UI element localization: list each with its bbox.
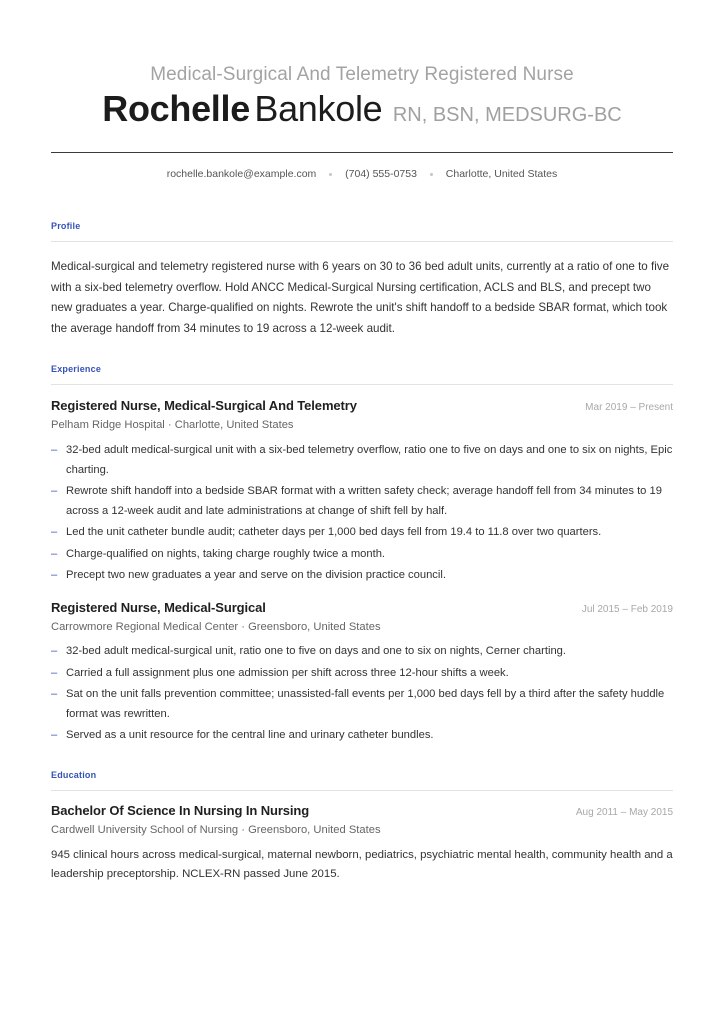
job-employer: Carrowmore Regional Medical Center · Greensboro, United States bbox=[51, 621, 381, 633]
dash-bullet-icon: – bbox=[51, 645, 58, 657]
list-item: – Charge-qualified on nights, taking charge roughly twice a month. bbox=[51, 545, 675, 565]
education-dates: Aug 2011 – May 2015 bbox=[575, 807, 673, 818]
dash-bullet-icon: – bbox=[51, 729, 58, 741]
list-item: – Sat on the unit falls prevention committee; unassisted-fall events per 1,000 bed days fell by a third after the safety huddle format was rewritten. bbox=[51, 685, 675, 724]
section-divider bbox=[51, 790, 673, 791]
candidate-name bbox=[0, 88, 724, 130]
education-details: 945 clinical hours across medical-surgical, maternal newborn, pediatrics, psychiatric mental health, community health and a leadership preceptorship. NCLEX-RN passed June 2015. bbox=[51, 849, 673, 880]
contact-line bbox=[0, 168, 724, 180]
list-item: – Led the unit catheter bundle audit; catheter days per 1,000 bed days fell from 19.4 to 11.8 over two quarters. bbox=[51, 523, 675, 543]
section-title-profile: Profile bbox=[51, 221, 81, 231]
dash-bullet-icon: – bbox=[51, 547, 58, 560]
list-item: – Precept two new graduates a year and serve on the division practice council. bbox=[51, 566, 675, 586]
job-bullet-list bbox=[51, 642, 675, 748]
last-name: Bankole bbox=[254, 88, 383, 129]
job-title: Registered Nurse, Medical-Surgical bbox=[51, 600, 266, 615]
section-divider bbox=[51, 241, 673, 242]
dash-bullet-icon: – bbox=[51, 526, 58, 538]
dash-bullet-icon: – bbox=[51, 688, 58, 700]
contact-location: Charlotte, United States bbox=[445, 168, 558, 180]
job-dates: Mar 2019 – Present bbox=[585, 402, 673, 413]
job-employer: Pelham Ridge Hospital · Charlotte, United States bbox=[51, 419, 294, 431]
contact-phone[interactable]: (704) 555-0753 bbox=[345, 168, 417, 180]
section-title-education: Education bbox=[51, 770, 97, 780]
job-headline: Medical-Surgical And Telemetry Registered Nurse bbox=[150, 64, 574, 85]
list-item: – 32-bed adult medical-surgical unit, ratio one to five on days and one to six on nights, Cerner charting. bbox=[51, 642, 675, 662]
contact-separator bbox=[329, 173, 332, 176]
list-item: – 32-bed adult medical-surgical unit with a six-bed telemetry overflow, ratio one to five on days and one to six on nights, Epic charting. bbox=[51, 441, 675, 480]
job-title: Registered Nurse, Medical-Surgical And Telemetry bbox=[51, 398, 357, 413]
contact-separator bbox=[430, 173, 433, 176]
list-item: – Served as a unit resource for the central line and urinary catheter bundles. bbox=[51, 726, 675, 746]
job-bullet-list bbox=[51, 441, 675, 588]
dash-bullet-icon: – bbox=[51, 569, 58, 581]
profile-summary: Medical-surgical and telemetry registered nurse with 6 years on 30 to 36 bed adult units, currently at a ratio of one to five with a six-bed telemetry overflow. Hold ANCC Medical-Surgical Nursing certification, ACLS and BLS, and precept two new graduates a year. Charge-qualified on nights. Rewrote the unit's shift handoff to a bedside SBAR format, which took the average handoff from 34 minutes to 19 across a 12-week audit. bbox=[51, 260, 670, 335]
dash-bullet-icon: – bbox=[51, 485, 58, 497]
first-name: Rochelle bbox=[102, 88, 250, 129]
dash-bullet-icon: – bbox=[51, 444, 58, 456]
school-name: Cardwell University School of Nursing · Greensboro, United States bbox=[51, 824, 381, 836]
section-divider bbox=[51, 384, 673, 385]
header-divider bbox=[51, 152, 673, 153]
job-dates: Jul 2015 – Feb 2019 bbox=[581, 604, 673, 615]
section-title-experience: Experience bbox=[51, 364, 102, 374]
list-item: – Rewrote shift handoff into a bedside SBAR format with a written safety check; average handoff fell from 34 minutes to 19 across a 12-week audit and late administrations at change of shift fell by half. bbox=[51, 482, 675, 521]
credentials: RN, BSN, MEDSURG-BC bbox=[392, 104, 622, 126]
list-item: – Carried a full assignment plus one admission per shift across three 12-hour shifts a week. bbox=[51, 664, 675, 684]
contact-email[interactable]: rochelle.bankole@example.com bbox=[166, 168, 317, 180]
dash-bullet-icon: – bbox=[51, 666, 58, 679]
degree-title: Bachelor Of Science In Nursing In Nursing bbox=[51, 803, 310, 818]
